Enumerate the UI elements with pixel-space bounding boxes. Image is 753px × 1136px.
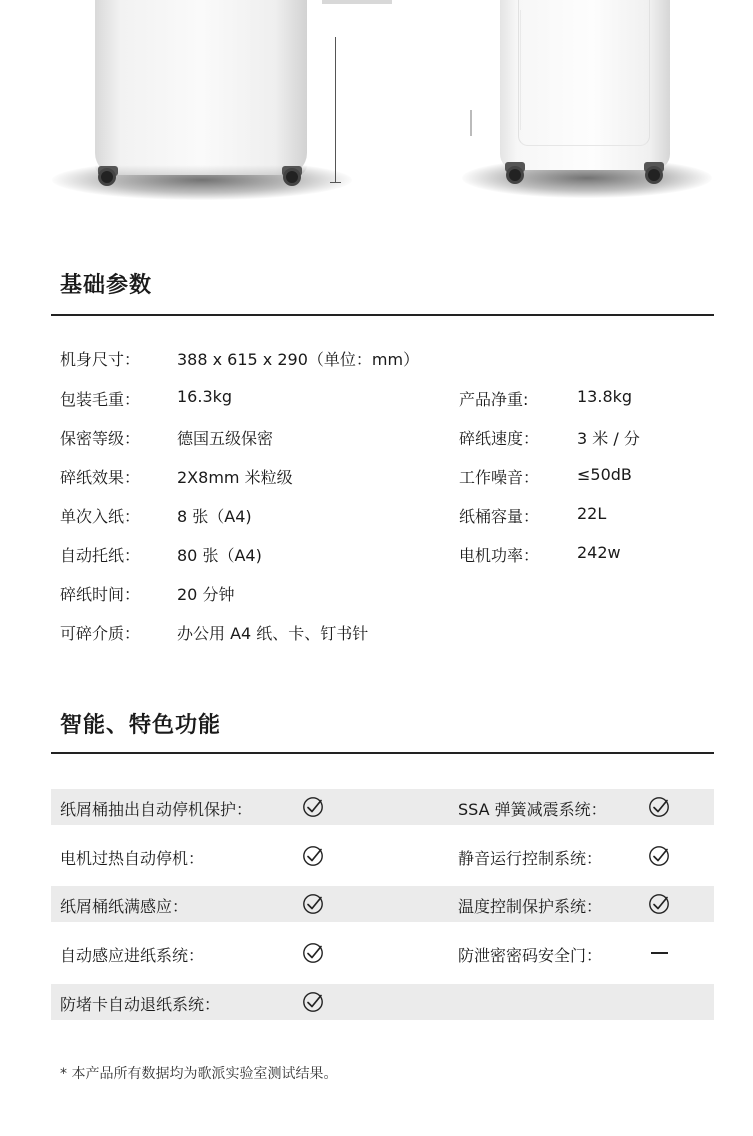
wheel-icon	[283, 168, 301, 186]
spec-label: 电机功率：	[459, 546, 540, 565]
check-circle-icon	[302, 991, 324, 1013]
spec-label: 机身尺寸：	[60, 350, 141, 369]
check-circle-icon	[648, 796, 670, 818]
feature-label: SSA 弹簧减震系统：	[458, 800, 607, 819]
spec-value: 242w	[577, 543, 621, 562]
dash-icon	[651, 952, 668, 954]
wheel-icon	[645, 166, 663, 184]
feature-row	[51, 789, 714, 825]
feature-row	[51, 984, 714, 1020]
check-circle-icon	[648, 845, 670, 867]
spec-label: 工作噪音：	[459, 468, 540, 487]
wheel-icon	[98, 168, 116, 186]
spec-value: 13.8kg	[577, 387, 633, 406]
spec-label: 碎纸效果：	[60, 468, 141, 487]
spec-value: 2X8mm 米粒级	[177, 468, 293, 487]
feature-row	[51, 838, 714, 874]
spec-label: 包装毛重：	[60, 390, 141, 409]
feature-label: 自动感应进纸系统：	[60, 946, 205, 965]
check-circle-icon	[302, 845, 324, 867]
spec-value: 3 米 / 分	[577, 429, 640, 448]
feature-label: 温度控制保护系统：	[458, 897, 603, 916]
footnote: * 本产品所有数据均为歌派实验室测试结果。	[60, 1066, 338, 1082]
feature-label: 纸屑桶抽出自动停机保护：	[60, 800, 253, 819]
spec-value: 388 x 615 x 290（单位：mm）	[177, 350, 420, 369]
spec-label: 碎纸速度：	[459, 429, 540, 448]
feature-row	[51, 886, 714, 922]
spec-value: 办公用 A4 纸、卡、钉书针	[177, 624, 369, 643]
section-title-features: 智能、特色功能	[60, 713, 222, 738]
dimension-line	[335, 37, 336, 183]
section-title-basic: 基础参数	[60, 273, 153, 298]
spec-value: ≤50dB	[577, 465, 632, 484]
spec-label: 产品净重:	[459, 390, 529, 409]
spec-value: 8 张（A4)	[177, 507, 252, 526]
section-divider	[51, 752, 714, 754]
feature-label: 防泄密密码安全门：	[458, 946, 603, 965]
feature-label: 纸屑桶纸满感应：	[60, 897, 189, 916]
feature-label: 电机过热自动停机：	[60, 849, 205, 868]
spec-value: 德国五级保密	[177, 429, 274, 448]
spec-label: 碎纸时间：	[60, 585, 141, 604]
feature-row	[51, 935, 714, 971]
feature-label: 静音运行控制系统：	[458, 849, 603, 868]
spec-label: 保密等级：	[60, 429, 141, 448]
spec-label: 可碎介质：	[60, 624, 141, 643]
check-circle-icon	[648, 893, 670, 915]
check-circle-icon	[302, 893, 324, 915]
section-divider	[51, 314, 714, 316]
spec-value: 20 分钟	[177, 585, 235, 604]
check-circle-icon	[302, 796, 324, 818]
feature-label: 防堵卡自动退纸系统：	[60, 995, 221, 1014]
spec-label: 单次入纸：	[60, 507, 141, 526]
spec-value: 16.3kg	[177, 387, 233, 406]
spec-value: 80 张（A4)	[177, 546, 262, 565]
spec-label: 纸桶容量：	[459, 507, 540, 526]
check-circle-icon	[302, 942, 324, 964]
spec-label: 自动托纸：	[60, 546, 141, 565]
wheel-icon	[506, 166, 524, 184]
spec-value: 22L	[577, 504, 607, 523]
